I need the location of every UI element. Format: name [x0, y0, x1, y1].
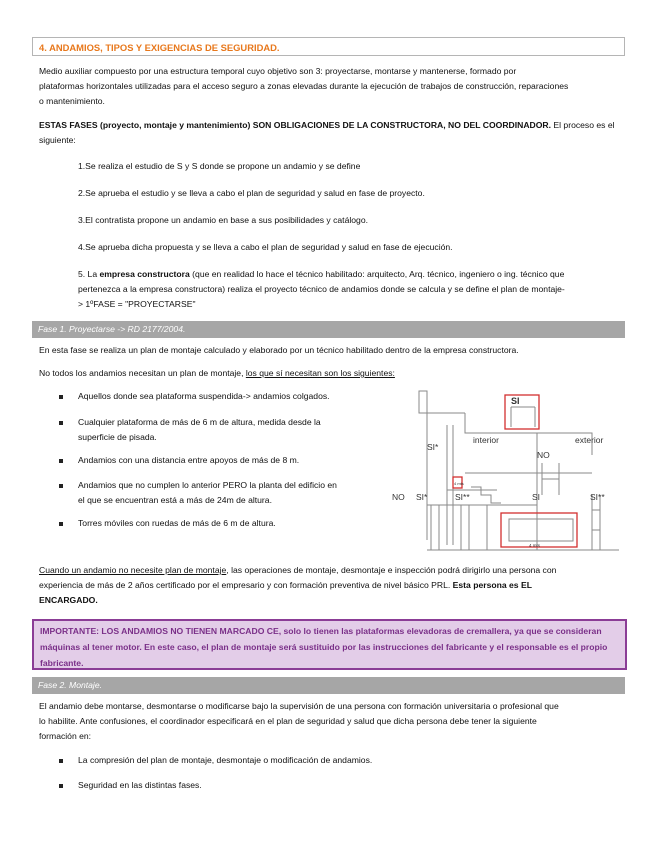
no-plan-underlined: Cuando un andamio no necesite plan de montaje — [39, 565, 227, 575]
step-1: 1.Se realiza el estudio de S y S donde se propone un andamio y se define — [78, 161, 361, 171]
phase-2-band: Fase 2. Montaje. — [32, 677, 625, 694]
no-plan-rest: , las operaciones de montaje, desmontaje e inspección podrá dirigirlo una persona con — [226, 565, 557, 575]
phase-1-bullet-2: Cualquier plataforma de más de 6 m de altura, medida desde la — [78, 417, 321, 427]
step-5 — [78, 267, 625, 282]
left-tall-scaffold — [447, 425, 453, 545]
label-si-dstar-right: SI** — [590, 492, 605, 502]
mobile-tower — [509, 519, 573, 541]
step-5-rest: (que en realidad lo hace el técnico habilitado: arquitecto, Arq. técnico, ingeniero o ing. técnico que — [189, 269, 565, 279]
bullet-marker — [59, 455, 66, 462]
scaffold-diagram — [387, 385, 625, 557]
hanging-scaffold — [511, 407, 535, 427]
phase-1-bullet-2-line-2: superficie de pisada. — [78, 432, 157, 442]
phases-note — [39, 118, 623, 133]
bullet-marker — [59, 780, 66, 787]
phase-2-line-3: formación en: — [39, 731, 92, 741]
phase-2-line-2: lo habilite. Ante confusiones, el coordinador especificará en el plan de seguridad y salud que dicha persona debe tener la siguiente — [39, 716, 537, 726]
intro-line-2: plataformas horizontales utilizadas para el acceso seguro a zonas elevadas durante la ejecución de trabajos de construcción, reparaciones — [39, 81, 569, 91]
building-outline — [427, 413, 537, 550]
phases-note-rest: El proceso es el — [551, 120, 615, 130]
important-line-3: fabricante. — [40, 658, 84, 668]
far-right-scaffold — [592, 495, 600, 550]
important-line-2: máquinas al tener motor. En este caso, el plan de montaje será sustituido por las instrucciones del fabricante y el responsable es el propio — [40, 642, 608, 652]
bullet-marker — [59, 480, 66, 487]
right-small-scaffold — [542, 463, 559, 495]
phase-2-bullet-2: Seguridad en las distintas fases. — [78, 780, 202, 790]
label-si-top: SI — [511, 396, 520, 406]
label-width: 4 mts — [529, 543, 541, 548]
label-si-center: SI — [532, 492, 541, 502]
stairs — [471, 487, 501, 503]
step-5-line-3: > 1ºFASE = "PROYECTARSE" — [78, 299, 196, 309]
phase-1-bullet-4-line-2: el que se encuentran está a más de 24m de altura. — [78, 495, 272, 505]
phase-1-bullet-4: Andamios que no cumplen lo anterior PERO la planta del edificio en — [78, 480, 337, 490]
intro-line-3: o mantenimiento. — [39, 96, 105, 106]
bullet-marker — [59, 755, 66, 762]
important-text — [40, 623, 618, 671]
step-2: 2.Se aprueba el estudio y se lleva a cabo el plan de seguridad y salud en fase de proyecto. — [78, 188, 425, 198]
label-exterior: exterior — [575, 435, 604, 445]
phase-1-bullet-1: Aquellos donde sea plataforma suspendida-> andamios colgados. — [78, 391, 330, 401]
label-si-dstar: SI** — [455, 492, 470, 502]
label-interior: interior — [473, 435, 499, 445]
step-4: 4.Se aprueba dicha propuesta y se lleva a cabo el plan de seguridad y salud en fase de ejecución. — [78, 242, 453, 252]
bullet-marker — [59, 391, 66, 398]
far-left-scaffold — [431, 505, 439, 550]
section-title: 4. ANDAMIOS, TIPOS Y EXIGENCIAS DE SEGURIDAD. — [39, 42, 280, 53]
phase-1-text: En esta fase se realiza un plan de montaje calculado y elaborado por un técnico habilitado dentro de la empresa constructora. — [39, 345, 519, 355]
step-5-prefix: 5. La — [78, 269, 100, 279]
step-5-bold: empresa constructora — [99, 269, 190, 279]
chimney-shape — [419, 391, 427, 413]
step-3: 3.El contratista propone un andamio en base a sus posibilidades y catálogo. — [78, 215, 368, 225]
section-title-box — [32, 37, 625, 56]
phase-2-line-1: El andamio debe montarse, desmontarse o modificarse bajo la supervisión de una persona con formación universitaria o profesional que — [39, 701, 559, 711]
bullet-marker — [59, 417, 66, 424]
phase-1-band: Fase 1. Proyectarse -> RD 2177/2004. — [32, 321, 625, 338]
no-plan-line-2-plain: experiencia de más de 2 años certificado por el empresario y con formación preventiva de nivel básico PRL. — [39, 580, 453, 590]
floor-lines — [447, 473, 592, 490]
label-no-left: NO — [392, 492, 405, 502]
phase-1-bullet-3: Andamios con una distancia entre apoyos de más de 8 m. — [78, 455, 300, 465]
phase-2-bullet-1: La compresión del plan de montaje, desmontaje o modificación de andamios. — [78, 755, 373, 765]
step-5-line-2: pertenezca a la empresa constructora) realiza el proyecto técnico de andamios donde se calcula y se define el plan de montaje- — [78, 284, 565, 294]
label-si-star-left: SI* — [427, 442, 439, 452]
phases-note-bold: ESTAS FASES (proyecto, montaje y mantenimiento) SON OBLIGACIONES DE LA CONSTRUCTORA, NO DEL COORDINADOR. — [39, 120, 552, 130]
no-plan-line-3: ENCARGADO. — [39, 595, 98, 605]
label-small: 4 mts — [454, 481, 464, 486]
no-plan-line-2 — [39, 578, 623, 593]
phase-1-lead-plain: No todos los andamios necesitan un plan de montaje, — [39, 368, 246, 378]
phase-1-bullet-5: Torres móviles con ruedas de más de 6 m de altura. — [78, 518, 276, 528]
intro-line-1: Medio auxiliar compuesto por una estructura temporal cuyo objetivo son 3: proyectarse, montarse y mantenerse, formado por — [39, 66, 517, 76]
important-line-1: IMPORTANTE: LOS ANDAMIOS NO TIENEN MARCADO CE, solo lo tienen las plataformas elevadoras de cremallera, ya que se consideran — [40, 626, 602, 636]
label-no-right: NO — [537, 450, 550, 460]
frame-bottom — [501, 513, 577, 547]
no-plan-paragraph — [39, 563, 623, 578]
phase-1-lead-underlined: los que sí necesitan son los siguientes: — [245, 368, 395, 378]
bullet-marker — [59, 518, 66, 525]
base-lines — [427, 505, 619, 550]
important-callout — [32, 619, 627, 670]
phase-1-lead — [39, 366, 623, 381]
no-plan-line-2-bold: Esta persona es EL — [452, 580, 532, 590]
center-scaffold — [461, 505, 469, 550]
phases-note-line-2: siguiente: — [39, 135, 76, 145]
label-si-star-2: SI* — [416, 492, 428, 502]
